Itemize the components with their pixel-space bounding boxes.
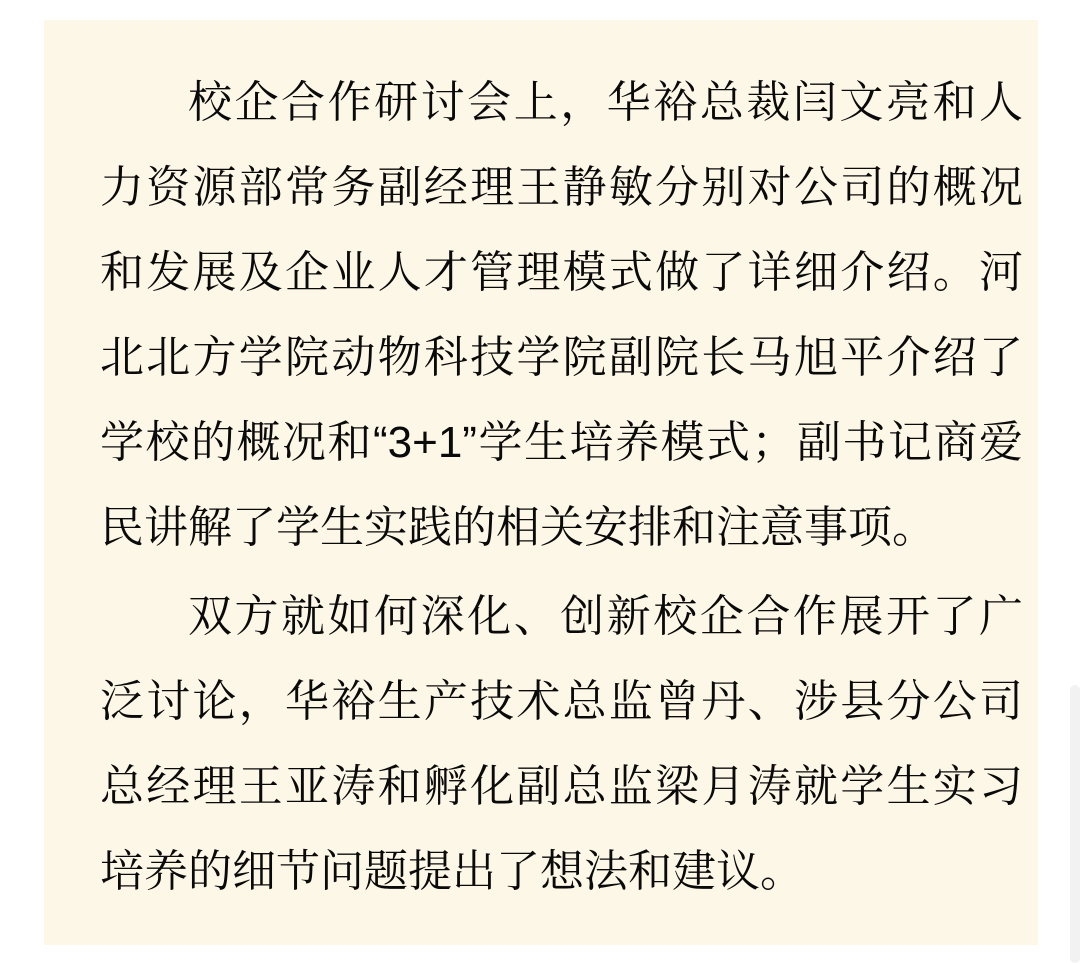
article-paragraph-2: 双方就如何深化、创新校企合作展开了广泛讨论，华裕生产技术总监曾丹、涉县分公司总经理王亚涛和孵化副总监梁月涛就学生实习培养的细节问题提出了想法和建议。 [100, 592, 1023, 896]
article-card [44, 20, 1038, 945]
article-paragraph-1: 校企合作研讨会上，华裕总裁闫文亮和人力资源部常务副经理王静敏分别对公司的概况和发展及企业人才管理模式做了详细介绍。河北北方学院动物科技学院副院长马旭平介绍了学校的概况和“3+1”学生培养模式；副书记商爱民讲解了学生实践的相关安排和注意事项。 [100, 78, 1023, 552]
scrollbar-thumb[interactable] [1070, 685, 1080, 963]
